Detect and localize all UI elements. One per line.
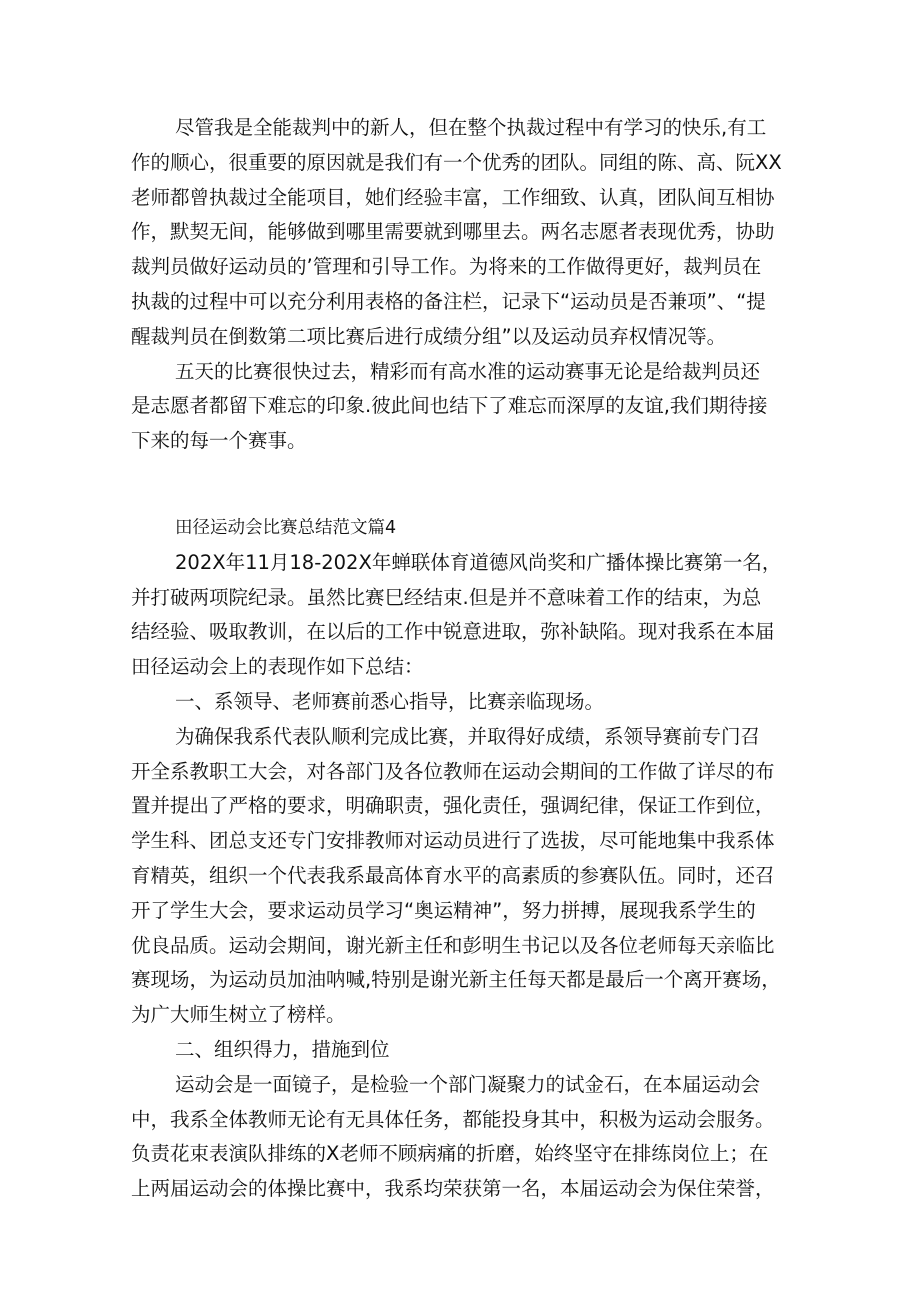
text-line: 开了学生大会，要求运动员学习“奥运精神”，努力拼搏，展现我系学生的 (131, 898, 756, 922)
text-line: 赛现场，为运动员加油呐喊,特别是谢光新主任每天都是最后一个离开赛场， (131, 968, 781, 992)
text-line: 五天的比赛很快过去，精彩而有高水准的运动赛事无论是给裁判员还 (175, 359, 761, 383)
text-line: 202X年11月18-202X年蝉联体育道德风尚奖和广播体操比赛第一名， (175, 550, 782, 574)
text-line: 一、系领导、老师赛前悉心指导，比赛亲临现场。 (175, 689, 605, 713)
text-line: 执裁的过程中可以充分利用表格的备注栏，记录下“运动员是否兼项”、“提 (131, 289, 766, 313)
text-line: 置并提出了严格的要求，明确职责，强化责任，强调纪律，保证工作到位， (131, 794, 775, 818)
text-line: 中，我系全体教师无论有无具体任务，都能投身其中，积极为运动会服务。 (131, 1107, 775, 1131)
text-line: 开全系教职工大会，对各部门及各位教师在运动会期间的工作做了详尽的布 (131, 759, 775, 783)
text-line: 作，默契无间，能够做到哪里需要就到哪里去。两名志愿者表现优秀，协助 (131, 220, 775, 244)
text-line: 二、组织得力，措施到位 (175, 1037, 390, 1061)
text-line: 老师都曾执裁过全能项目，她们经验丰富，工作细致、认真，团队间互相协 (131, 185, 775, 209)
text-line: 上两届运动会的体操比赛中，我系均荣获第一名，本届运动会为保住荣誉， (131, 1177, 775, 1201)
text-line: 下来的每一个赛事。 (131, 429, 307, 453)
text-line: 田径运动会上的表现作如下总结： (131, 655, 424, 679)
text-line: 是志愿者都留下难忘的印象.彼此间也结下了难忘而深厚的友谊,我们期待接 (131, 394, 768, 418)
text-line: 结经验、吸取教训，在以后的工作中锐意进取，弥补缺陷。现对我系在本届 (131, 620, 775, 644)
text-line: 醒裁判员在倒数第二项比赛后进行成绩分组”以及运动员弃权情况等。 (131, 324, 727, 348)
text-line: 裁判员做好运动员的’管理和引导工作。为将来的工作做得更好，裁判员在 (131, 255, 762, 279)
text-line: 并打破两项院纪录。虽然比赛巳经结束.但是并不意味着工作的结束，为总 (131, 585, 762, 609)
text-line: 学生科、团总支还专门安排教师对运动员进行了选拔，尽可能地集中我系体 (131, 829, 775, 853)
subheading-one (131, 685, 795, 720)
paragraph-intro (131, 546, 795, 685)
text-line: 为广大师生树立了榜样。 (131, 1003, 346, 1027)
paragraph-organization (131, 1068, 795, 1207)
text-line: 运动会是一面镜子，是检验一个部门凝聚力的试金石，在本届运动会 (175, 1072, 761, 1096)
text-line: 育精英，组织一个代表我系最高体育水平的高素质的参赛队伍。同时，还召 (131, 863, 775, 887)
text-line: 为确保我系代表队顺利完成比赛，并取得好成绩，系领导赛前专门召 (175, 724, 761, 748)
text-line: 负责花束表演队排练的X老师不顾病痛的折磨，始终坚守在排练岗位上；在 (131, 1142, 769, 1166)
text-line: 尽管我是全能裁判中的新人，但在整个执裁过程中有学习的快乐,有工 (175, 116, 767, 139)
text-line: 作的顺心，很重要的原因就是我们有一个优秀的团队。同组的陈、高、阮XX (131, 150, 782, 174)
section-spacer (131, 459, 795, 511)
paragraph-referee-team (131, 111, 795, 355)
document-body (131, 111, 795, 1207)
section-title (131, 511, 795, 546)
paragraph-leadership (131, 720, 795, 1033)
paragraph-five-days (131, 355, 795, 459)
subheading-two (131, 1033, 795, 1068)
text-line: 优良品质。运动会期间，谢光新主任和彭明生书记以及各位老师每天亲临比 (131, 933, 775, 957)
section-title-text: 田径运动会比赛总结范文篇4 (175, 517, 397, 538)
